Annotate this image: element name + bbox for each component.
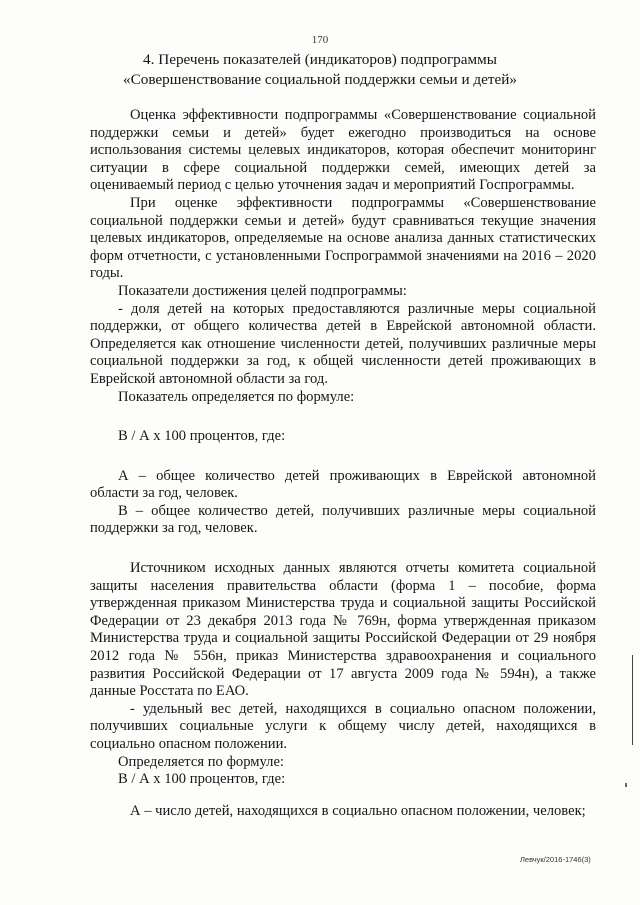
formula-2: В / А х 100 процентов, где: [118,771,286,788]
page-number: 170 [311,34,329,46]
document-code: Левчук/2016-1746(3) [520,855,591,864]
paragraph-indicator-2: - удельный вес детей, находящихся в социально опасном положении, получивших социальные услуги к общему числу детей, находящихся в социально опасном положении. [90,700,596,752]
scan-edge-mark [625,783,627,787]
formula-1: В / А х 100 процентов, где: [118,428,286,445]
heading-line-2: «Совершенствование социальной поддержки семьи и детей» [123,71,517,88]
paragraph-indicator-1: - доля детей на которых предоставляются различные меры социальной поддержки, от общего количества детей в Еврейской автономной области. Определяется как отношение численности детей, получивших различные меры социальной поддержки за год, к общей численности детей проживающих в Еврейской автономной области за год. [90,300,596,387]
heading-line-1: 4. Перечень показателей (индикаторов) подпрограммы [143,51,497,68]
scan-edge-line [632,655,633,745]
document-body [90,107,596,820]
paragraph-data-sources: Источником исходных данных являются отчеты комитета социальной защиты населения правительства области (форма 1 – пособие, форма утвержденная приказом Министерства труда и социальной защиты Российской Федерации от 23 декабря 2013 года № 769н, форма утвержденная приказом Министерства труда и социальной защиты Российской Федерации от 29 ноября 2012 года № 556н, приказ Министерства здравоохранения и социального развития Российской Федерации от 17 августа 2009 года № 594н), а также данные Росстата по ЕАО. [90,560,596,700]
paragraph-var-a-1: А – общее количество детей проживающих в Еврейской автономной области за год, человек. [90,467,596,502]
paragraph-evaluation: Оценка эффективности подпрограммы «Совершенствование социальной поддержки семьи и детей» будет ежегодно производиться на основе использования системы целевых индикаторов, которая обеспечит мониторинг ситуации в сфере социальной поддержки семей, имеющих детей за оцениваемый период с целью уточнения задач и мероприятий Госпрограммы. [90,107,596,194]
paragraph-var-a-2: А – число детей, находящихся в социально опасном положении, человек; [130,802,586,819]
paragraph-formula-intro-2: Определяется по формуле: [118,753,284,770]
paragraph-formula-intro: Показатель определяется по формуле: [118,388,355,405]
paragraph-comparison: При оценке эффективности подпрограммы «Совершенствование социальной поддержки семьи и детей» будут сравниваться текущие значения целевых индикаторов, определяемые на основе анализа данных статистических форм отчетности, с установленными Госпрограммой значениями на 2016 – 2020 годы. [90,194,596,282]
section-heading [80,50,560,90]
paragraph-var-b-1: В – общее количество детей, получивших различные меры социальной поддержки за год, человек. [90,502,596,537]
paragraph-indicators-title: Показатели достижения целей подпрограммы: [118,282,407,299]
